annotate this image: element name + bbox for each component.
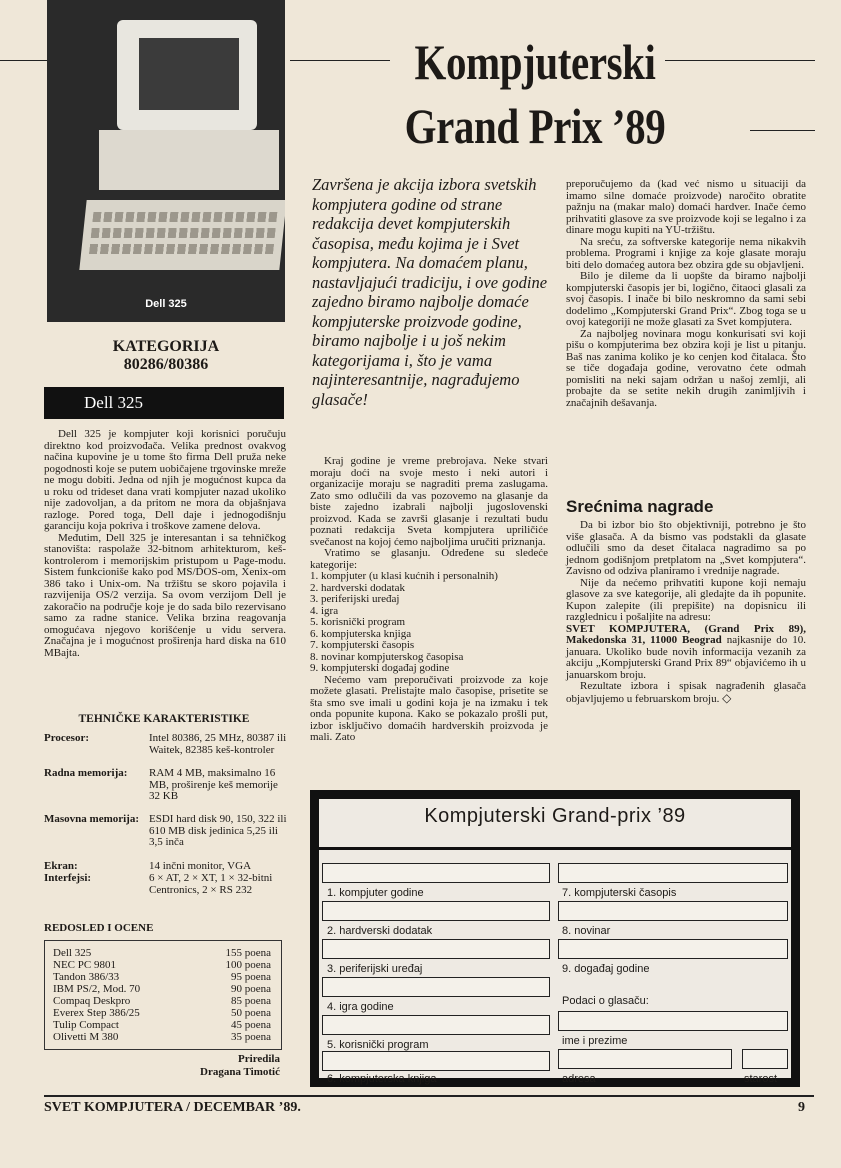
end-diamond-icon: ◇ — [722, 690, 732, 705]
ranking-title: REDOSLED I OCENE — [44, 922, 154, 934]
spec-label: Procesor: — [44, 732, 89, 744]
author-name: Dragana Timotić — [200, 1066, 280, 1078]
dell-header-bar — [44, 387, 284, 419]
category-item: 9. kompjuterski događaj godine — [310, 662, 450, 674]
left-paragraph: Međutim, Dell 325 je interesantan i sa tehničkog stanovišta: raspolaže 32-bitnom arhitekturom, keš-kontrolerom i memorijskim pristupom u Page-modu. Sistem funkcioniše kako pod MS/DOS-om, Xenix-om 386 tako i Unix-om. Na tržištu se skoro pojavila i razvijenija OS/2 verzija. Sa ovom verzijom Dell je zakoračio na područje koje je do sada bilo rezervisano samo za radne stanice. Velika brzina reagovanja omogućava njegovo korišćenje u vidu servera. Značajna je i mogućnost proširenja hard diska na 610 MBajta. — [44, 531, 286, 659]
footer-rule — [44, 1095, 814, 1097]
ranking-points: 90 poena — [230, 983, 271, 995]
ranking-row — [53, 995, 275, 1007]
spec-label: Interfejsi: — [44, 872, 92, 884]
category-list — [310, 571, 548, 675]
photo-caption: Dell 325 — [145, 298, 187, 310]
coupon-label: ime i prezime — [562, 1035, 628, 1047]
ranking-row — [53, 1031, 275, 1043]
dell-header-label: Dell 325 — [84, 393, 144, 412]
intro-text: Završena je akcija izbora svetskih kompjutera godine od strane redakcija devet kompjuterskih časopisa, među kojima je i Svet kompjutera. Na domaćem planu, nastavljajući tradiciju, i ove godine zajedno biramo najbolje domaće kompjuterske proizvode godine, biramo najbolje i u još nekim kategorijama i, što je vama najinteresantnije, nagrađujemo glasače! — [312, 175, 548, 409]
coupon-label: adresa — [562, 1073, 596, 1085]
left-paragraph: Dell 325 je kompjuter koji korisnici poručuju direktno kod proizvođača. Velika prednost ovakvog načina kupovine je u tome što firma Dell pruža neke pogodnosti koje se putem uobičajene trgovinske mreže ne mogu dobiti. Jedna od njih je mogućnost kupca da u roku od trideset dana vrati kompjuter nazad ukoliko nije zadovoljan, a da pritom ne mora da objašnjava razloge. Pored toga, Dell daje i jednogodišnju garanciju koja pokriva i troškove zamene delova. — [44, 428, 286, 532]
spec-row — [44, 768, 294, 814]
title-line2: Grand Prix ’89 — [404, 98, 666, 154]
top-rule-left — [0, 60, 47, 61]
spec-label: Radna memorija: — [44, 767, 128, 779]
spec-label: Masovna memorija: — [44, 813, 140, 825]
coupon-field-program[interactable] — [322, 1015, 550, 1035]
category-item: 5. korisnički program — [310, 616, 406, 628]
right-paragraph: preporučujemo da (kad već nismo u situaciji da imamo silne domaće proizvode) naročito obratite pažnju na (makar malo) domaći hardver. Inače ćemo prihvatiti glasove za sve proizvode koji se legalno i za dinare mogu kupiti na YU-tržištu. — [566, 178, 806, 236]
ranking-name: Tulip Compact — [53, 1019, 119, 1031]
category-item: 4. igra — [310, 604, 339, 617]
ranking-row — [53, 947, 275, 959]
coupon-field-address[interactable] — [558, 1049, 732, 1069]
spec-value: 6 × AT, 2 × XT, 1 × 32-bitni Centronics, 2 × RS 232 — [149, 872, 273, 896]
category-item: 7. kompjuterski časopis — [310, 639, 415, 651]
right-paragraph: Da bi izbor bio što objektivniji, potrebno je što više glasača. A da bismo vas podstakli da glasate odlučili smo da deset čitalaca nagradimo sa po jednom godišnjom pretplatom na „Svet kompjutera“. Zavisno od odziva planiramo i vrednije nagrade. — [566, 519, 806, 577]
spec-row — [44, 814, 294, 860]
spec-value: ESDI hard disk 90, 150, 322 ili 610 MB disk jedinica 5,25 ili 3,5 inča — [149, 813, 287, 848]
middle-paragraph: Kraj godine je vreme prebrojava. Neke stvari moraju doći na svoje mesto i neki autori i organizacije moraju se nagraditi prema zaslugama. Zato smo odlučili da vas pozovemo na glasanje da biste zajedno izabrali najbolji jugoslovenski proizvod. Kada se završi glasanje i rezultati budu poznati redakcija Sveta kompjutera upriličiće svečanost na kojoj ćemo najboljima uručiti priznanja. — [310, 455, 548, 548]
ranking-box — [44, 940, 282, 1050]
coupon-label: 4. igra godine — [327, 1001, 394, 1013]
ranking-row — [53, 983, 275, 995]
ranking-points: 45 poena — [230, 1019, 271, 1031]
ranking-name: IBM PS/2, Mod. 70 — [53, 983, 141, 995]
right-paragraph: Bilo je dileme da li uopšte da biramo najbolji kompjuterski časopis jer bi, logično, čitaoci glasali za svoj časopis. I inače bi bilo neskromno da sami sebi dodelimo „Kompjuterski Grand Prix“. Zbog toga se u ovoj kategoriji ne može glasati za Svet kompjutera. — [566, 270, 806, 328]
middle-article — [310, 456, 548, 744]
ranking-row — [53, 1019, 275, 1031]
coupon-label: 8. novinar — [562, 925, 611, 937]
right-article-2 — [566, 520, 806, 705]
category-heading — [47, 338, 285, 374]
coupon-field-event[interactable] — [558, 939, 788, 959]
ranking-name: Everex Step 386/25 — [53, 1007, 140, 1019]
ranking-points: 95 poena — [230, 971, 271, 983]
spec-row — [44, 873, 294, 909]
left-article — [44, 429, 286, 659]
coupon-field-peripheral[interactable] — [322, 939, 550, 959]
ranking-points: 155 poena — [225, 947, 271, 959]
middle-paragraph: Nećemo vam preporučivati proizvode za koje možete glasati. Prelistajte malo časopise, prisetite se šta smo sve imali u godini koja je na izmaku i tek onda popunite kupona. Kako se pokazalo prošli put, izbor isključivo domaćih hardverskih proizvoda je mali. Zato — [310, 673, 548, 743]
right-paragraph: Na sreću, za softverske kategorije nema nikakvih problema. Programi i knjige za koje glasate moraju biti delo domaćeg autora bez obzira gde su objavljeni. — [566, 235, 806, 271]
right-paragraph: Rezultate izbora i spisak nagrađenih glasača objavljujemo u februarskom broju. — [566, 680, 806, 705]
right-article — [566, 179, 806, 409]
footer-masthead: SVET KOMPJUTERA / DECEMBAR ’89. — [44, 1100, 301, 1115]
category-item: 6. kompjuterska knjiga — [310, 627, 412, 640]
coupon-field-name[interactable] — [558, 1011, 788, 1031]
coupon-field-game[interactable] — [322, 977, 550, 997]
category-item: 8. novinar kompjuterskog časopisa — [310, 650, 464, 663]
spec-value: 14 inčni monitor, VGA — [149, 860, 252, 872]
coupon-field-magazine[interactable] — [558, 863, 788, 883]
ranking-row — [53, 959, 275, 971]
mail-address: SVET KOMPJUTERA, (Grand Prix 89), Makedonska 31, 11000 Beograd — [566, 622, 806, 646]
middle-paragraph: Vratimo se glasanju. Određene su sledeće kategorije: — [310, 547, 548, 571]
coupon-voter-heading: Podaci o glasaču: — [562, 995, 649, 1007]
category-line2: 80286/80386 — [123, 356, 209, 373]
ranking-name: Olivetti M 380 — [53, 1031, 119, 1043]
coupon-divider — [319, 847, 791, 850]
right-paragraph: Za najboljeg novinara mogu konkurisati svi koji pišu o kompjuterima bez obzira koji je list u pitanju. Baš nas zanima koliko je ko cenjen kod čitalaca. Što se tiče događaja godine, verovatno ćete odmah pomisliti na neki sajam održan u našoj zemlji, ali probajte da se setite nekih drugih zanimljivih i značajnih dešavanja. — [566, 327, 806, 409]
ranking-name: Dell 325 — [53, 947, 92, 959]
ranking-points: 100 poena — [225, 959, 271, 971]
subheading: Srećnima nagrade — [566, 497, 714, 516]
ranking-name: Compaq Deskpro — [53, 995, 131, 1007]
coupon-label: 9. događaj godine — [562, 963, 650, 975]
coupon-label: 3. periferijski uređaj — [327, 963, 423, 975]
ranking-name: NEC PC 9801 — [53, 959, 116, 971]
page-number: 9 — [798, 1100, 805, 1115]
coupon-field-journalist[interactable] — [558, 901, 788, 921]
ranking-row — [53, 1007, 275, 1019]
coupon-label: starost — [744, 1073, 778, 1085]
right-paragraph: Nije da nećemo prihvatiti kupone koji nemaju glasove za sve kategorije, ali gledajte da ih popunite. Kupon zalepite (ili prepišite) na dopisnicu ili razglednicu i pošaljite na adresu: — [566, 576, 806, 623]
coupon-label: 1. kompjuter godine — [327, 887, 424, 899]
coupon-label: 7. kompjuterski časopis — [562, 887, 677, 899]
spec-value: Intel 80386, 25 MHz, 80387 ili Waitek, 82385 keš-kontroler — [149, 732, 287, 756]
tech-title: TEHNIČKE KARAKTERISTIKE — [78, 713, 250, 725]
coupon-title: Kompjuterski Grand-prix ’89 — [424, 805, 686, 827]
coupon-field-computer[interactable] — [322, 863, 550, 883]
coupon-field-age[interactable] — [742, 1049, 788, 1069]
coupon-label: 6. kompjuterska knjiga — [327, 1073, 437, 1085]
category-item: 3. periferijski uređaj — [310, 593, 400, 605]
coupon-field-book[interactable] — [322, 1051, 550, 1071]
coupon-label: 2. hardverski dodatak — [327, 925, 433, 937]
coupon-field-hardware[interactable] — [322, 901, 550, 921]
ranking-row — [53, 971, 275, 983]
category-line1: KATEGORIJA — [112, 338, 220, 355]
ranking-name: Tandon 386/33 — [53, 971, 120, 983]
computer-photo — [47, 0, 285, 322]
coupon-label: 5. korisnički program — [327, 1039, 429, 1051]
spec-label: Ekran: — [44, 860, 78, 872]
ranking-points: 85 poena — [230, 995, 271, 1007]
title-rule-right-2 — [750, 130, 815, 131]
author-credit — [160, 1053, 280, 1079]
voting-coupon — [310, 790, 800, 1087]
category-item: 2. hardverski dodatak — [310, 581, 405, 594]
spec-row — [44, 733, 294, 769]
ranking-points: 50 poena — [230, 1007, 271, 1019]
page-title — [342, 30, 727, 158]
spec-value: RAM 4 MB, maksimalno 16 MB, proširenje keš memorije 32 KB — [149, 767, 278, 802]
category-item: 1. kompjuter (u klasi kućnih i personalnih) — [310, 570, 498, 582]
title-line1: Kompjuterski — [414, 34, 656, 90]
ranking-points: 35 poena — [230, 1031, 271, 1043]
author-line1: Priredila — [238, 1053, 280, 1065]
address-continuation: najkasnije do 10. januara. Ukoliko bude novih informacija vezanih za akciju „Kompjuterski Grand Prix 89“ objavićemo ih u januarskom broju. — [566, 634, 806, 681]
